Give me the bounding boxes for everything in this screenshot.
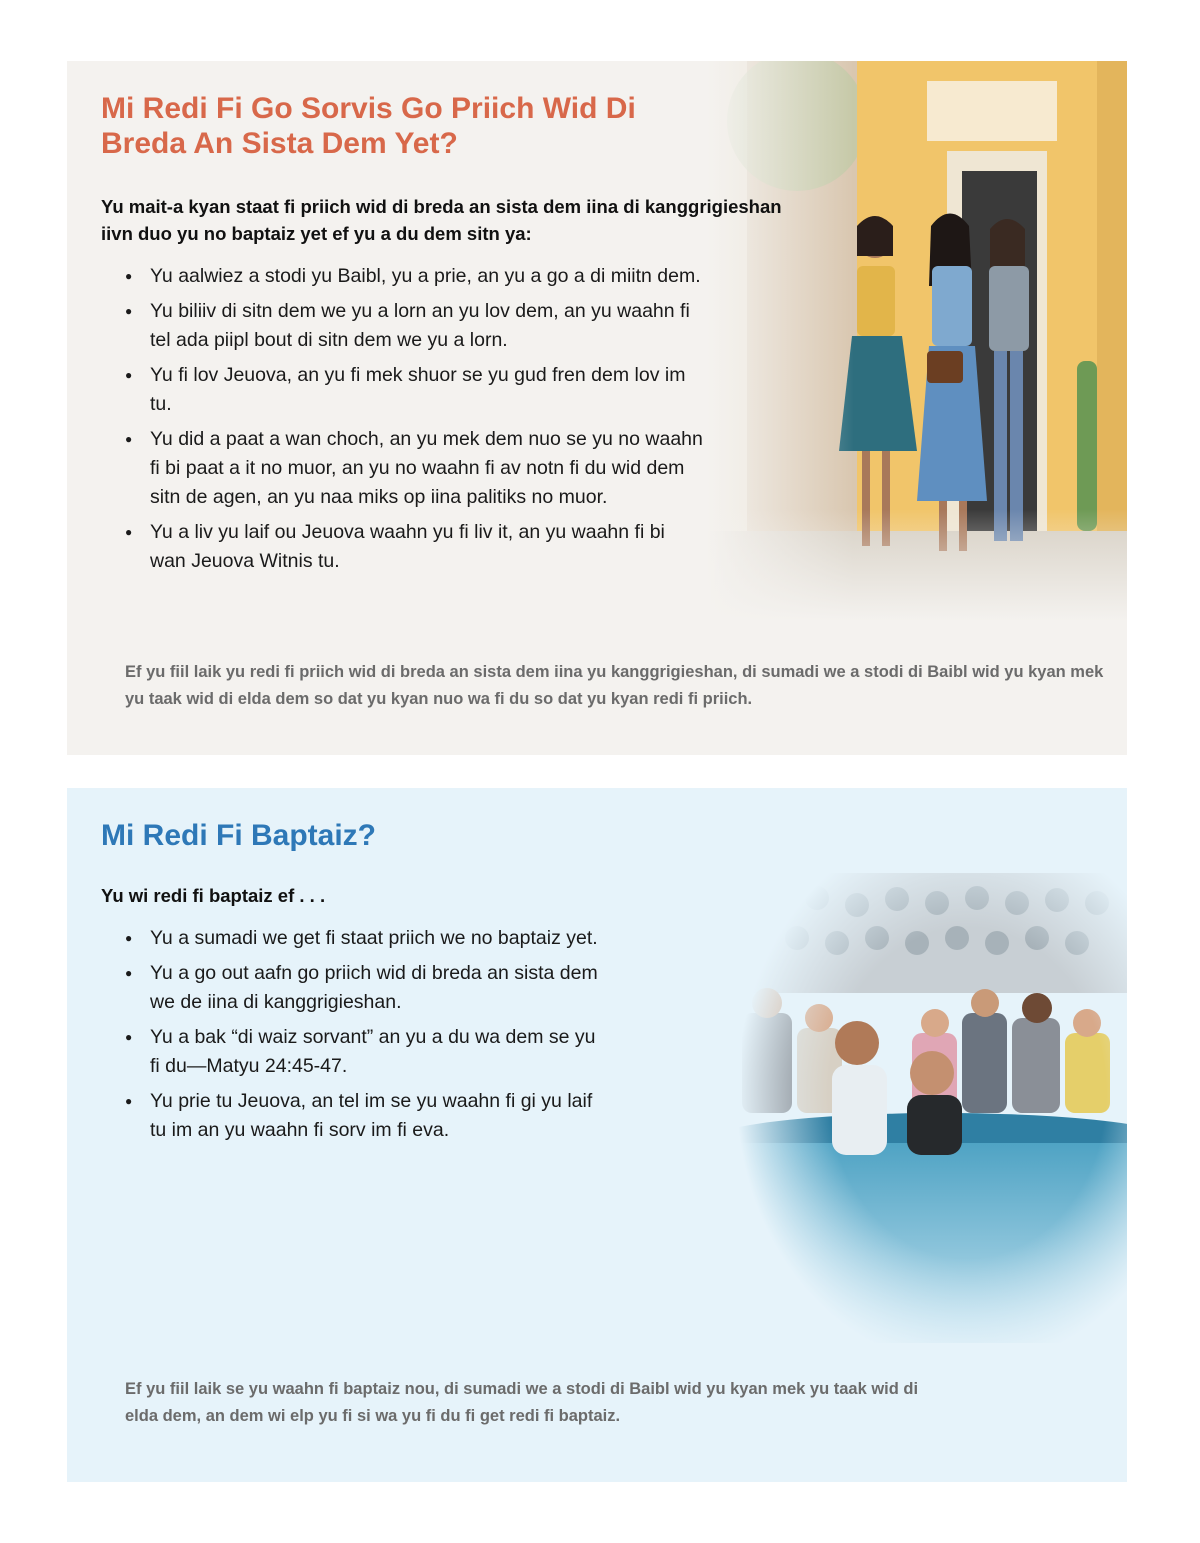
list-item: ● Yu a bak “di waiz sorvant” an yu a du wa dem se yu fi du—Matyu 24:45-47. xyxy=(125,1023,605,1081)
list-item: ● Yu a go out aafn go priich wid di breda an sista dem we de iina di kanggrigieshan. xyxy=(125,959,605,1017)
preaching-intro-text: Yu mait-a kyan staat fi priich wid di breda an sista dem iina di kanggrigieshan iivn duo yu no baptaiz yet ef yu a du dem sitn ya: xyxy=(101,196,782,244)
list-item: ● Yu prie tu Jeuova, an tel im se yu waahn fi gi yu laif tu im an yu waahn fi sorv im fi eva. xyxy=(125,1087,605,1145)
preaching-requirements-list xyxy=(125,262,705,582)
baptism-intro-text: Yu wi redi fi baptaiz ef . . . xyxy=(101,885,326,906)
baptism-illustration xyxy=(707,843,1127,1343)
baptism-note: Ef yu fiil laik se yu waahn fi baptaiz nou, di sumadi we a stodi di Baibl wid yu kyan mek yu taak wid di elda dem, an dem wi elp yu fi si wa yu fi du fi get redi fi baptaiz. xyxy=(125,1380,919,1425)
list-item: ● Yu did a paat a wan choch, an yu mek dem nuo se yu no waahn fi bi paat a it no muor, an yu no waahn fi av notn fi du wid dem sitn de agen, an yu naa miks op iina palitiks no muor. xyxy=(125,425,705,512)
list-item: ● Yu a liv yu laif ou Jeuova waahn yu fi liv it, an yu waahn fi bi wan Jeuova Witnis tu. xyxy=(125,518,705,576)
baptism-section-title: Mi Redi Fi Baptaiz? xyxy=(101,819,377,852)
list-item: ● Yu biliiv di sitn dem we yu a lorn an yu lov dem, an yu waahn fi tel ada piipl bout di sitn dem we yu a lorn. xyxy=(125,297,705,355)
preaching-readiness-panel xyxy=(67,61,1127,755)
preaching-note: Ef yu fiil laik yu redi fi priich wid di breda an sista dem iina yu kanggrigieshan, di sumadi we a stodi di Baibl wid yu kyan mek yu taak wid di elda dem so dat yu kyan nuo wa fi du so dat yu kyan redi fi priich. xyxy=(125,663,1104,708)
list-item: ● Yu aalwiez a stodi yu Baibl, yu a prie, an yu a go a di miitn dem. xyxy=(125,262,705,291)
baptism-requirements-list xyxy=(125,924,605,1151)
door-to-door-ministry-illustration xyxy=(707,61,1127,621)
list-item: ● Yu fi lov Jeuova, an yu fi mek shuor se yu gud fren dem lov im tu. xyxy=(125,361,705,419)
list-item: ● Yu a sumadi we get fi staat priich we no baptaiz yet. xyxy=(125,924,605,953)
preaching-section-title: Mi Redi Fi Go Sorvis Go Priich Wid Di Breda An Sista Dem Yet? xyxy=(101,92,636,160)
baptism-readiness-panel xyxy=(67,788,1127,1482)
